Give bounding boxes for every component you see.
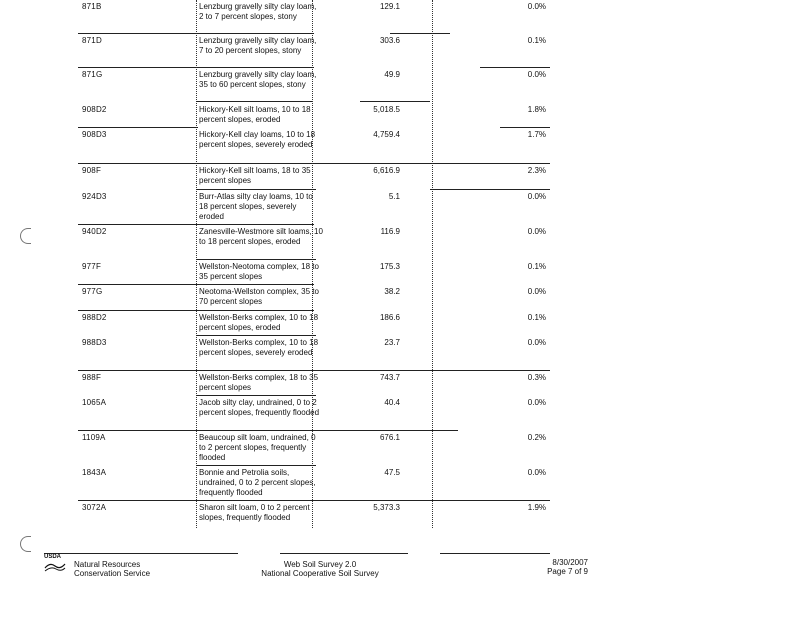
scan-artifact-mark xyxy=(20,228,31,244)
map-unit-symbol: 988D3 xyxy=(82,338,107,347)
row-separator xyxy=(196,189,316,190)
row-separator xyxy=(196,259,316,260)
row-separator xyxy=(78,500,550,501)
map-unit-symbol: 977G xyxy=(82,287,103,296)
row-separator xyxy=(430,189,550,190)
percent-of-aoi: 0.0% xyxy=(527,338,546,347)
product-name: Web Soil Survey 2.0 xyxy=(283,560,357,569)
map-unit-symbol: 908D2 xyxy=(82,105,107,114)
percent-of-aoi: 0.0% xyxy=(527,227,546,236)
acres-in-aoi: 129.1 xyxy=(379,2,400,11)
map-unit-name: Hickory-Kell clay loams, 10 to 18 percent slopes, severely eroded xyxy=(199,130,316,149)
acres-in-aoi: 743.7 xyxy=(379,373,400,382)
page-number: Page 7 of 9 xyxy=(547,567,588,576)
map-unit-name: Bonnie and Petrolia soils, undrained, 0 to 2 percent slopes, frequently flooded xyxy=(199,468,316,497)
map-unit-symbol: 908F xyxy=(82,166,102,175)
percent-of-aoi: 1.9% xyxy=(527,503,546,512)
map-unit-name: Wellston-Berks complex, 10 to 18 percent slopes, eroded xyxy=(199,313,319,332)
map-unit-name: Lenzburg gravelly silty clay loam, 2 to 7 percent slopes, stony xyxy=(199,2,317,21)
acres-in-aoi: 23.7 xyxy=(384,338,400,347)
map-unit-symbol: 924D3 xyxy=(82,192,107,201)
row-separator xyxy=(78,370,550,371)
map-unit-name: Zanesville-Westmore silt loams, 10 to 18 percent slopes, eroded xyxy=(199,227,323,246)
map-unit-symbol: 988F xyxy=(82,373,102,382)
map-unit-symbol: 1843A xyxy=(82,468,107,477)
percent-of-aoi: 0.2% xyxy=(527,433,546,442)
percent-of-aoi: 0.0% xyxy=(527,2,546,11)
scan-artifact-mark xyxy=(20,536,31,552)
row-separator xyxy=(78,33,314,34)
usda-logo xyxy=(44,556,66,572)
footer-rule xyxy=(44,553,238,554)
column-divider-percent xyxy=(432,0,433,528)
acres-in-aoi: 40.4 xyxy=(384,398,400,407)
map-unit-symbol: 908D3 xyxy=(82,130,107,139)
row-separator xyxy=(78,163,550,164)
row-separator xyxy=(480,67,550,68)
row-separator xyxy=(196,465,316,466)
survey-name: National Cooperative Soil Survey xyxy=(261,569,379,578)
map-unit-symbol: 977F xyxy=(82,262,102,271)
map-unit-symbol: 988D2 xyxy=(82,313,107,322)
acres-in-aoi: 676.1 xyxy=(379,433,400,442)
row-separator xyxy=(360,101,430,102)
percent-of-aoi: 0.1% xyxy=(527,262,546,271)
map-unit-symbol: 1065A xyxy=(82,398,107,407)
percent-of-aoi: 0.0% xyxy=(527,287,546,296)
acres-in-aoi: 6,616.9 xyxy=(373,166,400,175)
map-unit-name: Sharon silt loam, 0 to 2 percent slopes, frequently flooded xyxy=(199,503,310,522)
map-unit-symbol: 1109A xyxy=(82,433,106,442)
map-unit-symbol: 871G xyxy=(82,70,103,79)
percent-of-aoi: 0.0% xyxy=(527,398,546,407)
acres-in-aoi: 175.3 xyxy=(379,262,400,271)
acres-in-aoi: 49.9 xyxy=(384,70,400,79)
acres-in-aoi: 116.9 xyxy=(380,227,400,236)
acres-in-aoi: 5.1 xyxy=(388,192,400,201)
percent-of-aoi: 0.0% xyxy=(527,70,546,79)
row-separator xyxy=(78,224,314,225)
map-unit-name: Jacob silty clay, undrained, 0 to 2 percent slopes, frequently flooded xyxy=(199,398,320,417)
column-divider-name xyxy=(196,0,197,528)
map-unit-name: Hickory-Kell silt loams, 18 to 35 percent slopes xyxy=(199,166,311,185)
percent-of-aoi: 0.3% xyxy=(527,373,546,382)
row-separator xyxy=(78,67,314,68)
percent-of-aoi: 2.3% xyxy=(527,166,546,175)
footer-rule xyxy=(440,553,550,554)
row-separator xyxy=(196,101,312,102)
percent-of-aoi: 1.7% xyxy=(527,130,546,139)
map-unit-symbol: 871B xyxy=(82,2,102,11)
row-separator xyxy=(390,33,450,34)
map-unit-name: Wellston-Neotoma complex, 18 to 35 percent slopes xyxy=(199,262,319,281)
map-unit-name: Neotoma-Wellston complex, 35 to 70 percent slopes xyxy=(199,287,319,306)
percent-of-aoi: 0.0% xyxy=(527,192,546,201)
percent-of-aoi: 0.1% xyxy=(527,36,546,45)
map-unit-name: Wellston-Berks complex, 10 to 18 percent slopes, severely eroded xyxy=(199,338,319,357)
map-unit-symbol: 940D2 xyxy=(82,227,107,236)
map-unit-name: Hickory-Kell silt loams, 10 to 18 percent slopes, eroded xyxy=(199,105,311,124)
row-separator xyxy=(78,284,314,285)
percent-of-aoi: 1.8% xyxy=(527,105,546,114)
map-unit-name: Lenzburg gravelly silty clay loam, 7 to 20 percent slopes, stony xyxy=(199,36,317,55)
acres-in-aoi: 5,018.5 xyxy=(373,105,400,114)
map-unit-symbol: 871D xyxy=(82,36,102,45)
percent-of-aoi: 0.1% xyxy=(527,313,546,322)
map-unit-symbol: 3072A xyxy=(82,503,107,512)
row-separator xyxy=(78,430,458,431)
footer-rule xyxy=(280,553,408,554)
row-separator xyxy=(78,310,314,311)
map-unit-name: Wellston-Berks complex, 18 to 35 percent slopes xyxy=(199,373,319,392)
map-unit-name: Beaucoup silt loam, undrained, 0 to 2 percent slopes, frequently flooded xyxy=(199,433,316,462)
report-date: 8/30/2007 xyxy=(552,558,588,567)
acres-in-aoi: 5,373.3 xyxy=(373,503,400,512)
row-separator xyxy=(500,127,550,128)
percent-of-aoi: 0.0% xyxy=(527,468,546,477)
acres-in-aoi: 38.2 xyxy=(384,287,400,296)
usda-logo-text: USDA xyxy=(44,554,62,560)
row-separator xyxy=(78,127,198,128)
agency-name-line2: Conservation Service xyxy=(74,569,151,578)
acres-in-aoi: 47.5 xyxy=(384,468,400,477)
map-unit-name: Burr-Atlas silty clay loams, 10 to 18 percent slopes, severely eroded xyxy=(199,192,313,221)
row-separator xyxy=(196,335,316,336)
row-separator xyxy=(196,395,316,396)
acres-in-aoi: 186.6 xyxy=(379,313,400,322)
agency-name-line1: Natural Resources xyxy=(74,560,141,569)
acres-in-aoi: 4,759.4 xyxy=(373,130,400,139)
acres-in-aoi: 303.6 xyxy=(379,36,400,45)
map-unit-name: Lenzburg gravelly silty clay loam, 35 to 60 percent slopes, stony xyxy=(199,70,317,89)
